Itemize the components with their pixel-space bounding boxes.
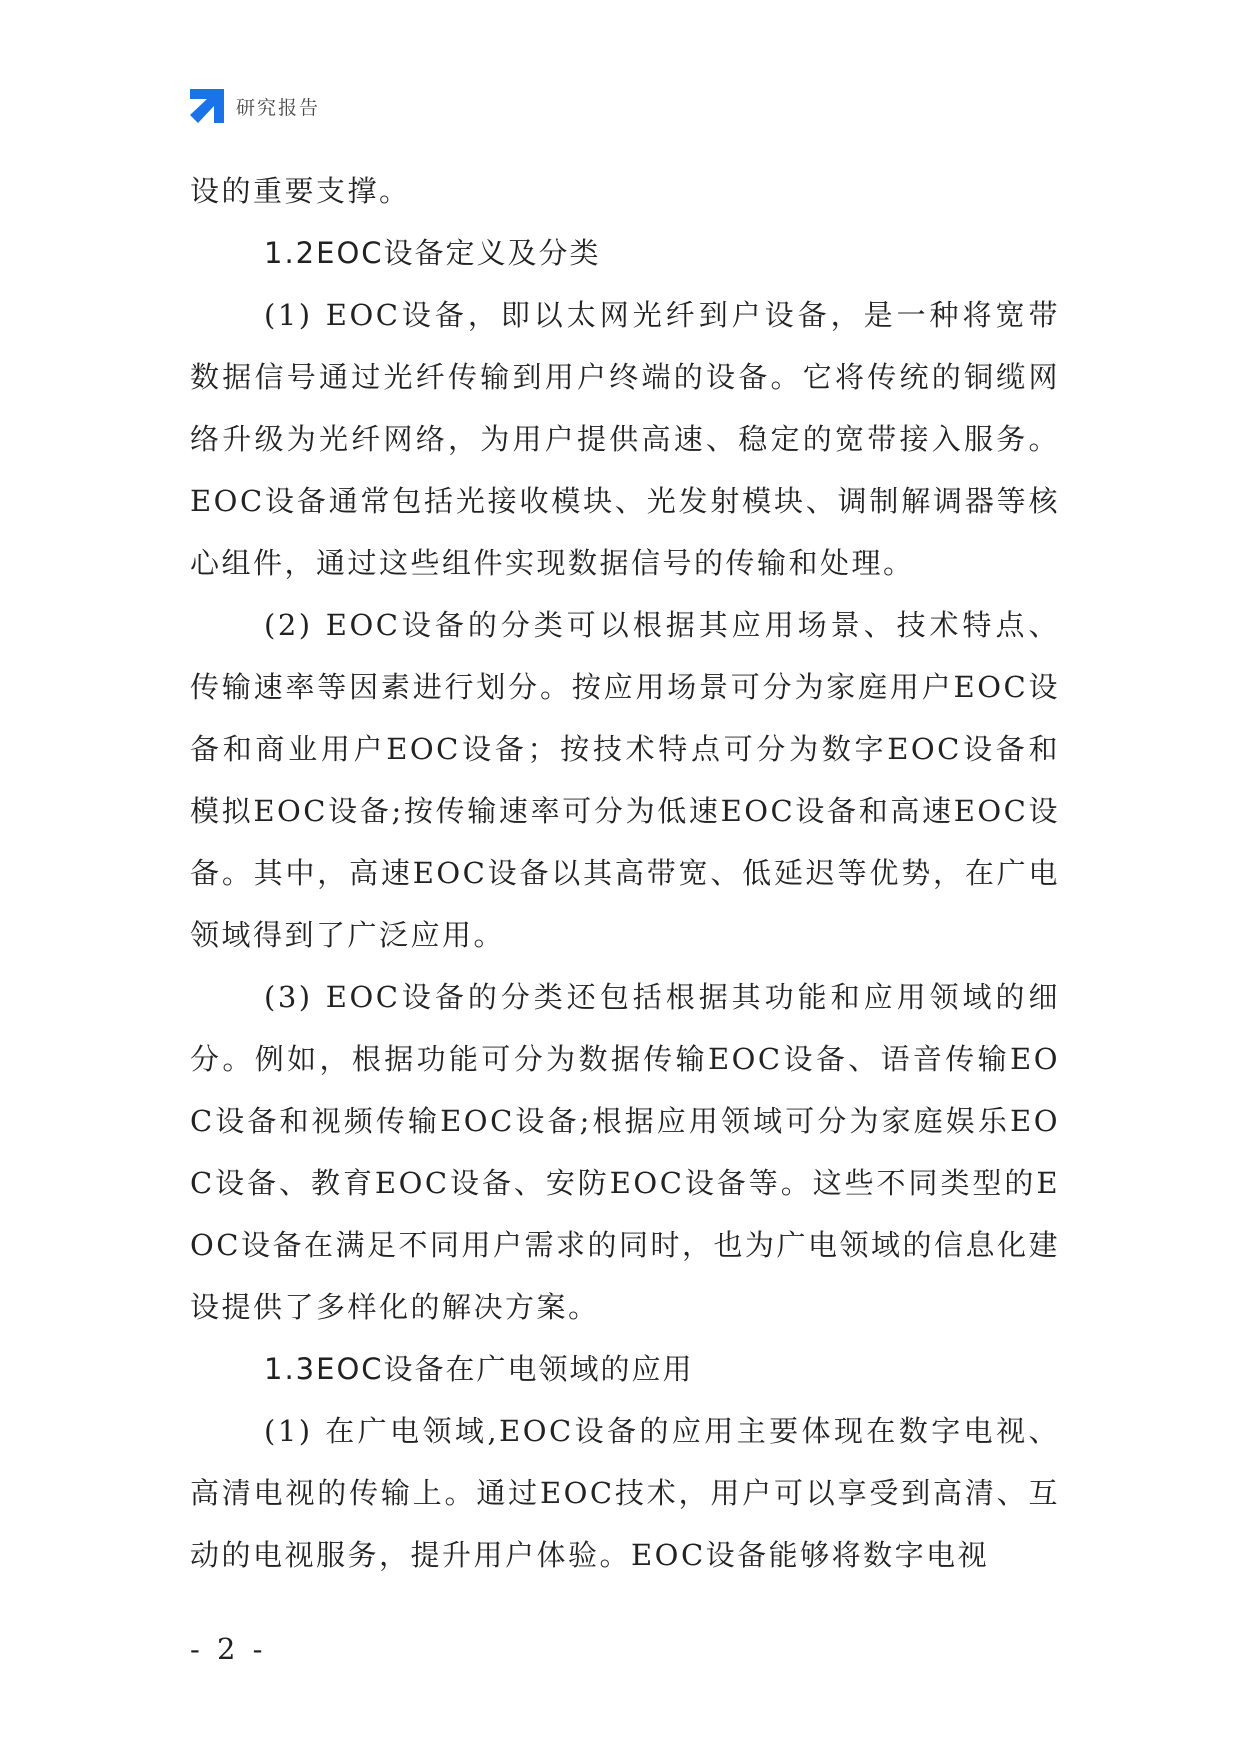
paragraph-definition: (1) EOC设备，即以太网光纤到户设备，是一种将宽带数据信号通过光纤传输到用户终端的设备。它将传统的铜缆网络升级为光纤网络，为用户提供高速、稳定的宽带接入服务。EOC设备通常包括光接收模块、光发射模块、调制解调器等核心组件，通过这些组件实现数据信号的传输和处理。 — [190, 298, 1060, 580]
paragraph-application: (1) 在广电领域,EOC设备的应用主要体现在数字电视、高清电视的传输上。通过EOC技术，用户可以享受到高清、互动的电视服务，提升用户体验。EOC设备能够将数字电视 — [190, 1414, 1060, 1572]
paragraph-subdivision: (3) EOC设备的分类还包括根据其功能和应用领域的细分。例如，根据功能可分为数据传输EOC设备、语音传输EOC设备和视频传输EOC设备;根据应用领域可分为家庭娱乐EOC设备、教育EOC设备、安防EOC设备等。这些不同类型的EOC设备在满足不同用户需求的同时，也为广电领域的信息化建设提供了多样化的解决方案。 — [190, 980, 1060, 1324]
section-heading-1-2: 1.2EOC设备定义及分类 — [264, 236, 601, 270]
header-title: 研究报告 — [236, 96, 321, 119]
document-header — [190, 88, 320, 124]
section-heading-1-3: 1.3EOC设备在广电领域的应用 — [264, 1352, 694, 1386]
arrow-up-right-icon — [190, 89, 224, 123]
paragraph-continuation: 设的重要支撑。 — [190, 174, 411, 208]
document-body — [190, 160, 1060, 1586]
paragraph-classification: (2) EOC设备的分类可以根据其应用场景、技术特点、传输速率等因素进行划分。按应用场景可分为家庭用户EOC设备和商业用户EOC设备；按技术特点可分为数字EOC设备和模拟EOC设备;按传输速率可分为低速EOC设备和高速EOC设备。其中，高速EOC设备以其高带宽、低延迟等优势，在广电领域得到了广泛应用。 — [190, 608, 1060, 952]
page-number: - 2 - — [190, 1632, 267, 1666]
